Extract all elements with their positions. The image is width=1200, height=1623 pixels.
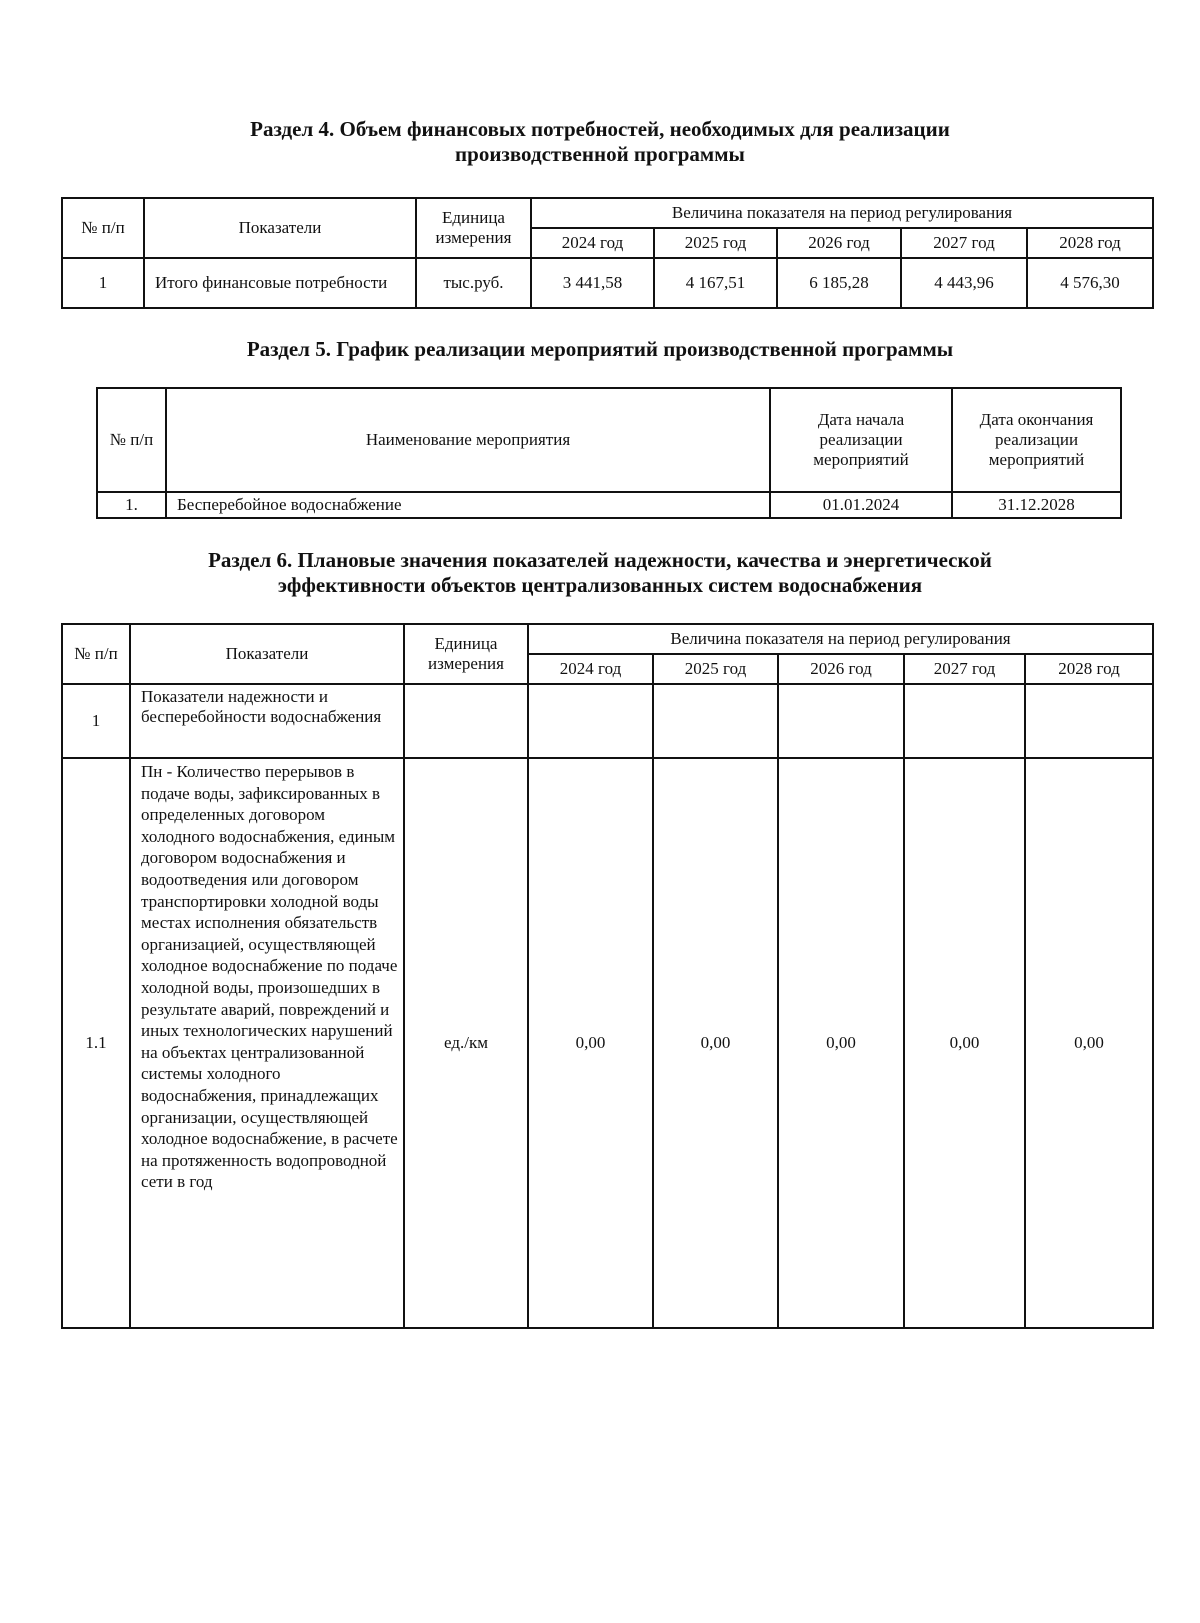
row-value: 0,00 [904,758,1025,1328]
section-5-title: Раздел 5. График реализации мероприятий производственной программы [246,337,954,361]
row-indicator: Пн - Количество перерывов в подаче воды, зафиксированных в определенных договором холодного водоснабжения, единым договором водоснабжения и водоотведения или договором транспортировки холодной воды местах исполнения обязательств организацией, осуществляющей холодное водоснабжение по подаче холодной воды, произошедших в результате аварий, повреждений и иных технологических нарушений на объектах централизованной системы холодного водоснабжения, принадлежащих организации, осуществляющей холодное водоснабжение, в расчете на протяженность водопроводной сети в год [130,758,404,1328]
header-num: № п/п [62,198,144,258]
row-value: 0,00 [778,758,904,1328]
row-unit [404,684,528,758]
section-4-title [0,117,1200,167]
header-period: Величина показателя на период регулирования [528,624,1153,654]
row-num: 1. [97,492,166,518]
row-value: 0,00 [653,758,778,1328]
table-row [62,758,1153,1328]
row-value [653,684,778,758]
header-year: 2028 год [1025,654,1153,684]
section-4-header-row [62,198,1153,228]
row-num: 1 [62,684,130,758]
section-5-table [96,387,1122,519]
header-year: 2028 год [1027,228,1153,258]
section-6-title [0,548,1200,598]
header-year: 2026 год [778,654,904,684]
row-unit: ед./км [404,758,528,1328]
header-start-date: Дата начала реализации мероприятий [770,388,952,492]
row-value [1025,684,1153,758]
header-year: 2026 год [777,228,901,258]
header-num: № п/п [62,624,130,684]
section-4-title-line-1: Раздел 4. Объем финансовых потребностей, необходимых для реализации [250,117,950,141]
row-value [528,684,653,758]
row-value [904,684,1025,758]
header-name: Наименование мероприятия [166,388,770,492]
header-year: 2027 год [904,654,1025,684]
row-start-date: 01.01.2024 [770,492,952,518]
section-6-title-line-2: эффективности объектов централизованных систем водоснабжения [277,573,923,597]
header-indicator: Показатели [144,198,416,258]
header-year: 2024 год [528,654,653,684]
header-unit: Единица измерения [416,198,531,258]
header-end-date: Дата окончания реализации мероприятий [952,388,1121,492]
row-unit: тыс.руб. [416,258,531,308]
section-6-table [61,623,1154,1329]
header-year: 2024 год [531,228,654,258]
section-5-header-row [97,388,1121,492]
table-row [97,492,1121,518]
table-row [62,258,1153,308]
header-year: 2027 год [901,228,1027,258]
section-4-title-line-2: производственной программы [455,142,745,166]
row-value: 4 443,96 [901,258,1027,308]
header-unit: Единица измерения [404,624,528,684]
row-name: Бесперебойное водоснабжение [166,492,770,518]
row-indicator: Показатели надежности и бесперебойности водоснабжения [130,684,404,758]
row-value: 3 441,58 [531,258,654,308]
section-6-title-line-1: Раздел 6. Плановые значения показателей надежности, качества и энергетической [208,548,992,572]
header-year: 2025 год [654,228,777,258]
row-value [778,684,904,758]
header-year: 2025 год [653,654,778,684]
row-value: 0,00 [1025,758,1153,1328]
row-value: 6 185,28 [777,258,901,308]
table-row [62,684,1153,758]
row-indicator: Итого финансовые потребности [144,258,416,308]
header-num: № п/п [97,388,166,492]
section-6-header-row [62,624,1153,654]
header-period: Величина показателя на период регулирования [531,198,1153,228]
section-4-table [61,197,1154,309]
row-value: 0,00 [528,758,653,1328]
row-value: 4 167,51 [654,258,777,308]
header-indicator: Показатели [130,624,404,684]
row-end-date: 31.12.2028 [952,492,1121,518]
row-value: 4 576,30 [1027,258,1153,308]
row-num: 1 [62,258,144,308]
row-num: 1.1 [62,758,130,1328]
